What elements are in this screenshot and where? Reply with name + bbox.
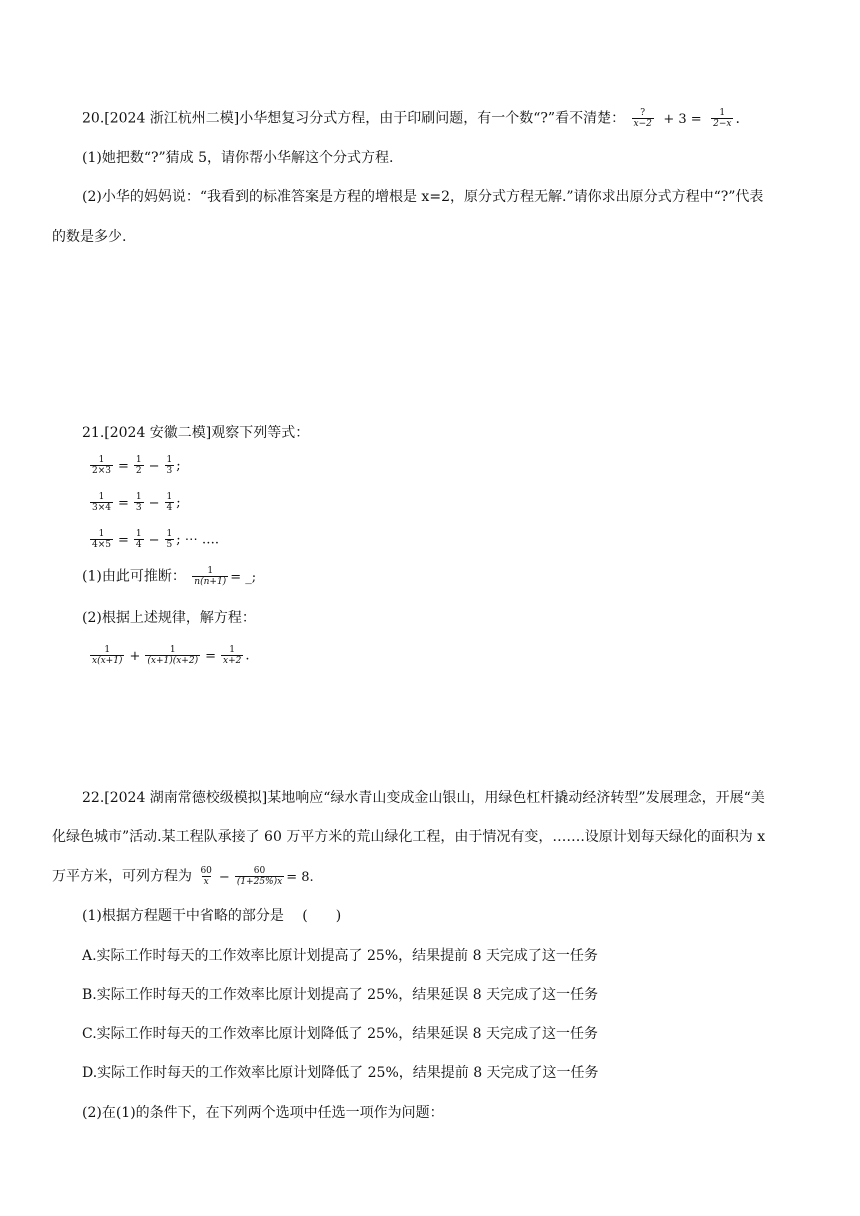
q21-part2: (2)根据上述规律，解方程： bbox=[82, 610, 256, 626]
q22-stem-line1: 22.[2024 湖南常德校级模拟]某地响应“绿水青山变成金山银山，用绿色杠杆撬动经济转型”发展理念，开展“美 bbox=[82, 790, 765, 806]
q20-stem bbox=[82, 108, 740, 130]
q22-part2: (2)在(1)的条件下，在下列两个选项中任选一项作为问题： bbox=[82, 1105, 444, 1121]
q22-option-b: B.实际工作时每天的工作效率比原计划提高了 25%，结果延误 8 天完成了这一任务 bbox=[82, 987, 599, 1003]
q21-stem: 21.[2024 安徽二模]观察下列等式： bbox=[82, 425, 310, 441]
q21-eq-3: $\frac{1}{4\times 5}$ = $\frac{1}{4}$ − $\frac{1}{5}$ ; ⋯ …. bbox=[92, 529, 220, 550]
q21-eq-1: $\frac{1}{2\times 3}$ = $\frac{1}{2}$ − $\frac{1}{3}$ ; bbox=[92, 455, 181, 476]
q20-frac-rhs: $\frac{1}{2-x}$ bbox=[713, 108, 732, 129]
q20-part1: (1)她把数“?”猜成 5，请你帮小华解这个分式方程. bbox=[82, 150, 394, 166]
q20-prefix: 20.[2024 浙江杭州二模]小华想复习分式方程，由于印刷问题，有一个数“?”看不清楚： bbox=[82, 110, 626, 127]
q21-equation-2: $\frac{1}{x(x+1)}$ + $\frac{1}{(x+1)(x+2)}$ = $\frac{1}{x+2}$ . bbox=[92, 645, 250, 666]
q20-part2-line2: 的数是多少. bbox=[52, 229, 127, 245]
q20-part2-line1: (2)小华的妈妈说：“我看到的标准答案是方程的增根是 x=2，原分式方程无解.”请你求出原分式方程中“?”代表 bbox=[82, 189, 764, 205]
q22-option-c: C.实际工作时每天的工作效率比原计划降低了 25%，结果延误 8 天完成了这一任务 bbox=[82, 1026, 599, 1042]
q22-option-d: D.实际工作时每天的工作效率比原计划降低了 25%，结果提前 8 天完成了这一任务 bbox=[82, 1065, 599, 1081]
q21-eq-2: $\frac{1}{3\times 4}$ = $\frac{1}{3}$ − $\frac{1}{4}$ ; bbox=[92, 492, 181, 513]
q20-frac-unknown: $\frac{?}{x-2}$ bbox=[633, 108, 652, 129]
q22-stem-line3: 万平方米，可列方程为 $\frac{60}{x}$ − $\frac{60}{(1+25\%)x}$ = 8. bbox=[52, 866, 314, 887]
q22-option-a: A.实际工作时每天的工作效率比原计划提高了 25%，结果提前 8 天完成了这一任务 bbox=[82, 948, 598, 964]
q20-equation: $\frac{?}{x-2}$ + 3 = $\frac{1}{2-x}$ . bbox=[633, 108, 740, 129]
q22-part1: (1)根据方程题干中省略的部分是 ( ) bbox=[82, 908, 342, 924]
q22-stem-line2: 化绿色城市”活动.某工程队承接了 60 万平方米的荒山绿化工程，由于情况有变，…….设原计划每天绿化的面积为 x bbox=[52, 829, 766, 845]
q21-part1: (1)由此可推断： $\frac{1}{n(n+1)}$ = _; bbox=[82, 566, 257, 587]
